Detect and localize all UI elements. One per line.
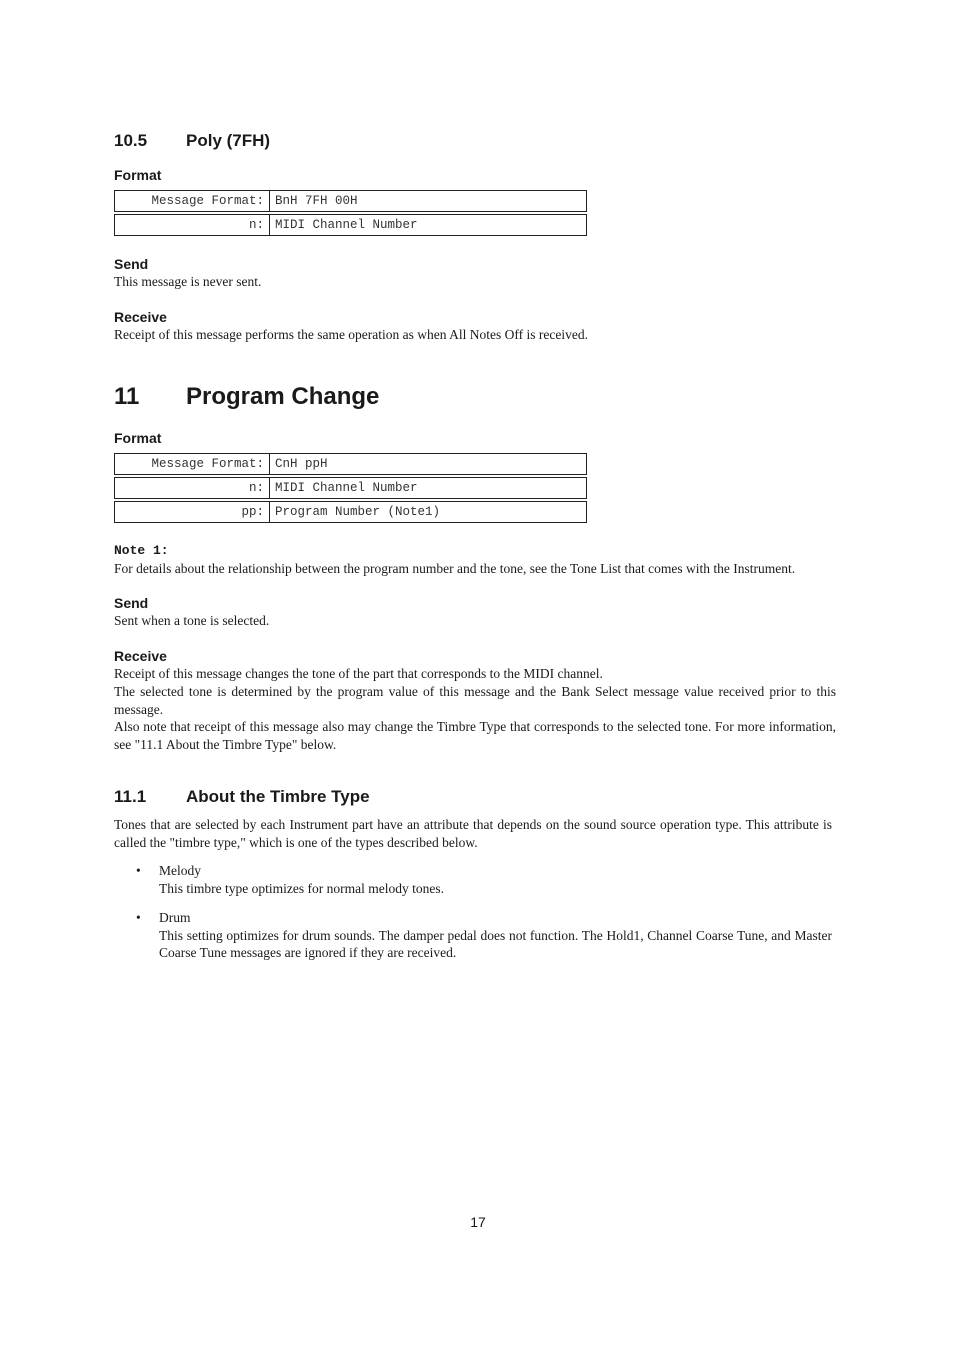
section-heading-11-1 bbox=[114, 787, 370, 807]
list-item bbox=[136, 862, 836, 897]
note-label: Note 1: bbox=[114, 543, 169, 558]
list-item bbox=[136, 909, 836, 962]
section-heading-10-5 bbox=[114, 131, 270, 151]
bullet-description: This setting optimizes for drum sounds. The damper pedal does not function. The Hold1, Channel Coarse Tune, and Master Coarse Tune messages are ignored if they are received. bbox=[159, 927, 832, 960]
table-row bbox=[114, 214, 587, 236]
receive-paragraph-1: Receipt of this message changes the tone of the part that corresponds to the MIDI channel. bbox=[114, 666, 603, 681]
section-title: Poly (7FH) bbox=[186, 131, 271, 150]
receive-label: Receive bbox=[114, 309, 167, 325]
format-key: Message Format: bbox=[114, 190, 269, 212]
bullet-description: This timbre type optimizes for normal melody tones. bbox=[159, 880, 444, 896]
bullet-title: Melody bbox=[159, 863, 201, 878]
format-value: MIDI Channel Number bbox=[269, 477, 587, 499]
section-heading-11 bbox=[114, 383, 379, 411]
format-key: pp: bbox=[114, 501, 269, 523]
send-label: Send bbox=[114, 595, 149, 611]
format-value: Program Number (Note1) bbox=[269, 501, 587, 523]
poly-format-table bbox=[114, 188, 587, 238]
program-change-format-table bbox=[114, 451, 587, 525]
send-text: This message is never sent. bbox=[114, 274, 262, 289]
section-title: Program Change bbox=[186, 383, 380, 410]
table-row bbox=[114, 190, 587, 212]
send-label: Send bbox=[114, 256, 149, 272]
format-label: Format bbox=[114, 430, 162, 446]
receive-paragraph-3: Also note that receipt of this message also may change the Timbre Type that corresponds to the selected tone. For more information, see "11.1 About the Timbre Type" below. bbox=[114, 719, 836, 752]
section-number: 11.1 bbox=[114, 787, 147, 806]
format-value: CnH ppH bbox=[269, 453, 587, 475]
table-row bbox=[114, 453, 587, 475]
receive-label: Receive bbox=[114, 648, 167, 664]
bullet-icon: • bbox=[136, 863, 141, 878]
table-row bbox=[114, 477, 587, 499]
receive-text: Receipt of this message performs the same operation as when All Notes Off is received. bbox=[114, 327, 588, 342]
bullet-icon: • bbox=[136, 910, 141, 925]
page-number: 17 bbox=[470, 1214, 486, 1230]
format-key: n: bbox=[114, 477, 269, 499]
note-text: For details about the relationship between the program number and the tone, see the Tone List that comes with the Instrument. bbox=[114, 561, 796, 576]
format-key: n: bbox=[114, 214, 269, 236]
send-text: Sent when a tone is selected. bbox=[114, 613, 270, 628]
format-value: MIDI Channel Number bbox=[269, 214, 587, 236]
section-number: 10.5 bbox=[114, 131, 148, 150]
format-label: Format bbox=[114, 167, 162, 183]
format-value: BnH 7FH 00H bbox=[269, 190, 587, 212]
section-title: About the Timbre Type bbox=[186, 787, 370, 806]
section-number: 11 bbox=[114, 383, 140, 410]
timbre-intro: Tones that are selected by each Instrument part have an attribute that depends on the sound source operation type. This attribute is called the "timbre type," which is one of the types described below. bbox=[114, 817, 832, 850]
bullet-title: Drum bbox=[159, 910, 191, 925]
receive-paragraph-2: The selected tone is determined by the program value of this message and the Bank Select message value received prior to this message. bbox=[114, 684, 836, 717]
table-row bbox=[114, 501, 587, 523]
format-key: Message Format: bbox=[114, 453, 269, 475]
